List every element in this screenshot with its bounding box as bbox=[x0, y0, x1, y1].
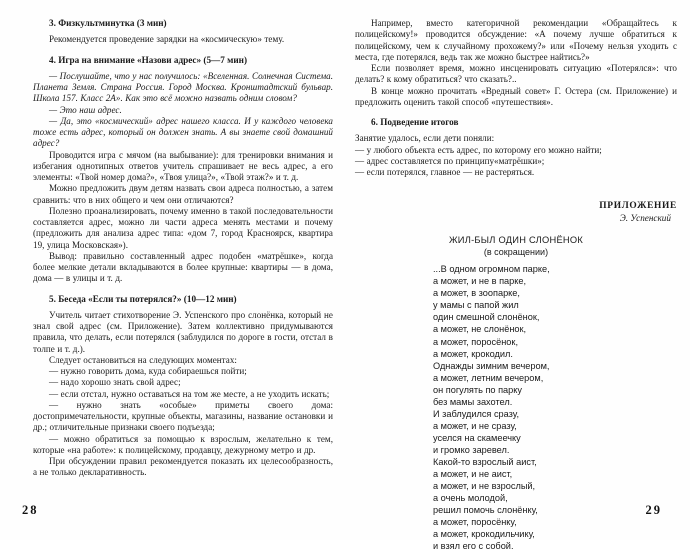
poem-line: а может, поросёнок, bbox=[433, 336, 518, 347]
poem-line: а может, и не сразу, bbox=[433, 420, 517, 431]
poem-line: он погулять по парку bbox=[433, 384, 522, 395]
poem-line: без мамы захотел. bbox=[433, 396, 513, 407]
appendix-label: ПРИЛОЖЕНИЕ bbox=[599, 201, 677, 212]
left-text-column bbox=[33, 18, 333, 479]
right-paragraph-2: Если позволяет время, можно инсценировать ситуацию «Потерялся»: что делать? к кому обратиться? что сказать?.. bbox=[355, 63, 677, 85]
right-page bbox=[345, 0, 690, 552]
poem-subtitle: (в сокращении) bbox=[483, 247, 549, 258]
poem-line: а может, в зоопарке, bbox=[433, 288, 520, 299]
poem-line: а может, поросёнку, bbox=[433, 517, 517, 528]
section-4-paragraph-1: Проводится игра с мячом (на выбывание): для тренировки внимания и избегания однотипных ответов учитель спрашивает не весь адрес, а его элементы: «Твой номер дома?», «Твоя улица?», «Твой этаж?» и т. д. bbox=[33, 149, 333, 182]
right-paragraph-3: В конце можно прочитать «Вредный совет» Г. Остера (см. Приложение) и предложить оценить такой способ «путешествия». bbox=[355, 85, 677, 107]
list-item: — если отстал, нужно оставаться на том же месте, а не уходить искать; bbox=[49, 388, 330, 399]
heading-section-5: 5. Беседа «Если ты потерялся?» (10—12 мин) bbox=[49, 293, 237, 304]
poem-line: а может, и не аист, bbox=[433, 469, 513, 480]
poem-line: у мамы с папой жил bbox=[433, 300, 519, 311]
poem-line: ...В одном огромном парке, bbox=[433, 264, 550, 275]
list-item: — адрес составляется по принципу«матрёшки»; bbox=[355, 155, 545, 166]
section-4-paragraph-2: Можно предложить двум детям назвать свои адреса полностью, а затем сравнить: что в них общего и чем они отличаются? bbox=[33, 183, 333, 205]
poem-line: а может, не слонёнок, bbox=[433, 324, 527, 335]
poem-line: решил помочь слонёнку, bbox=[433, 505, 538, 516]
poem-line: а может, и не взрослый, bbox=[433, 481, 536, 492]
section-4-paragraph-3: Полезно проанализировать, почему именно в такой последовательности составляется адрес, можно ли части адреса менять местами и почему (предложить для анализа адрес типа: «дом 7, город Красноярск, квартира 19, улица Московская»). bbox=[33, 205, 333, 250]
list-item: — можно обратиться за помощью к взрослым, желательно к тем, которые «на работе»: к полицейскому, продавцу, дежурному метро и др. bbox=[33, 433, 333, 455]
poem-line: и взял его с собой. bbox=[433, 541, 514, 552]
poem-line: и громко заревел. bbox=[433, 444, 510, 455]
poem-line: а может, крокодильчику, bbox=[433, 529, 535, 540]
appendix-author: Э. Успенский bbox=[619, 213, 671, 224]
poem-line: уселся на скамеечку bbox=[433, 432, 521, 443]
dialogue-line-1: — Послушайте, что у нас получилось: «Вселенная. Солнечная Система. Планета Земля. Страна Россия. Город Москва. Кронштадтский бульвар. Школа 157. Класс 2А». Как это всё можно назвать одним словом? bbox=[33, 70, 333, 104]
section-6-lead: Занятие удалось, если дети поняли: bbox=[355, 133, 495, 144]
list-item: — нужно говорить дома, куда собираешься пойти; bbox=[49, 366, 247, 376]
list-item: — если потерялся, главное — не растеряться. bbox=[355, 167, 535, 177]
list-item: — нужно знать «особые» приметы своего дома: достопримечательности, крупные объекты, магазины, название остановки и др.; отличительные признаки своего подъезда; bbox=[33, 399, 333, 433]
section-5-paragraph-1: Учитель читает стихотворение Э. Успенского про слонёнка, который не знал свой адрес (см. Приложение). Затем коллективно придумываются правила, что делать, если потерялся (заблудился по дороге в гости, отстал в толпе и т. д.). bbox=[33, 309, 333, 354]
heading-section-6: 6. Подведение итогов bbox=[371, 117, 459, 127]
poem-body bbox=[355, 263, 677, 552]
poem-line: а может, крокодил. bbox=[433, 348, 513, 359]
right-text-column bbox=[355, 18, 677, 552]
section-4-paragraph-4: Вывод: правильно составленный адрес подобен «матрёшке», когда более мелкие детали вкладываются в более крупные: квартиры — в дома, дома — в улицы и т. д. bbox=[33, 250, 333, 284]
poem-line: И заблудился сразу, bbox=[433, 408, 519, 419]
poem-line: а может, летним вечером, bbox=[433, 372, 544, 383]
poem-line: один смешной слонёнок, bbox=[433, 312, 540, 323]
list-item: — надо хорошо знать свой адрес; bbox=[49, 377, 181, 388]
poem-line: а очень молодой, bbox=[433, 493, 508, 504]
poem-title: ЖИЛ-БЫЛ ОДИН СЛОНЁНОК bbox=[448, 235, 584, 246]
heading-section-4: 4. Игра на внимание «Назови адрес» (5—7 мин) bbox=[49, 54, 248, 65]
page-number-left: 28 bbox=[22, 503, 39, 517]
page-number-right: 29 bbox=[645, 503, 662, 517]
poem-line: а может, и не в парке, bbox=[433, 276, 527, 287]
dialogue-line-3: — Да, это «космический» адрес нашего класса. И у каждого человека тоже есть адрес, который он должен знать. А вы знаете свой домашний адрес? bbox=[33, 115, 333, 149]
dialogue-line-2: — Это наш адрес. bbox=[49, 104, 122, 115]
section-3-paragraph: Рекомендуется проведение зарядки на «космическую» тему. bbox=[49, 34, 285, 45]
heading-section-3: 3. Физкультминутка (3 мин) bbox=[49, 18, 167, 28]
section-5-closing: При обсуждении правил рекомендуется показать их целесообразность, а не только декларативность. bbox=[33, 456, 333, 478]
poem-line: Какой-то взрослый аист, bbox=[433, 457, 537, 467]
left-page bbox=[0, 0, 345, 540]
list-item: — у любого объекта есть адрес, по которому его можно найти; bbox=[355, 144, 602, 155]
right-paragraph-1: Например, вместо категоричной рекомендации «Обращайтесь к полицейскому!» проводится обсуждение: «А почему лучше обратиться к полицейскому, чем к случайному прохожему?» или «Почему нельзя уходить с места, где потерялся, ведь так же можно быстрее найтись?» bbox=[355, 18, 677, 62]
section-5-paragraph-2: Следует остановиться на следующих моментах: bbox=[49, 354, 237, 365]
poem-line: Однажды зимним вечером, bbox=[433, 360, 550, 371]
